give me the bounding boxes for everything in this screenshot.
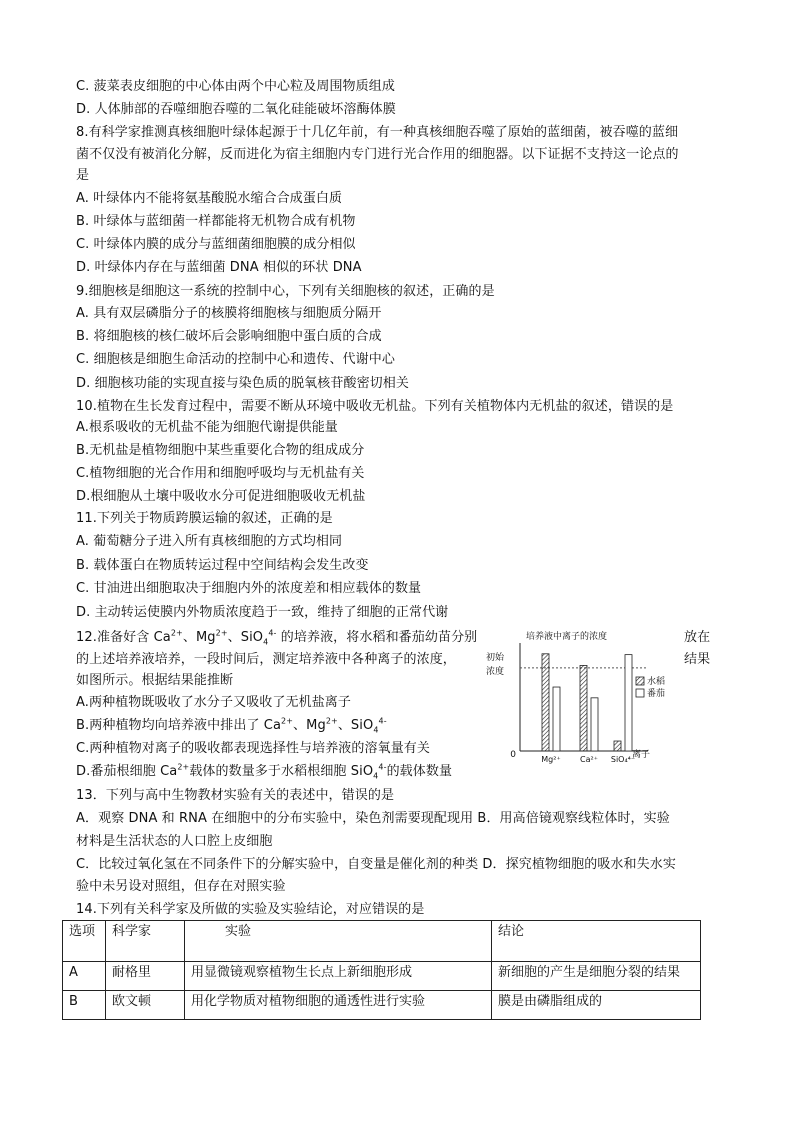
cell-scientist: 耐格里 xyxy=(106,962,185,991)
x-tick-label: Mg²⁺ xyxy=(541,755,561,764)
q13-options-cd-line2: 验中未另设对照组，但存在对照实验 xyxy=(76,879,286,894)
table-row xyxy=(63,962,701,991)
cell-option: B xyxy=(63,991,106,1020)
q13-options-ab-line1: A．观察 DNA 和 RNA 在细胞中的分布实验中，染色剂需要现配现用 B．用高倍镜观察线粒体时，实验 xyxy=(76,811,670,826)
q8-option-d: D. 叶绿体内存在与蓝细菌 DNA 相似的环状 DNA xyxy=(76,260,362,275)
q14-table xyxy=(62,920,701,1020)
bar-rice-0 xyxy=(542,654,549,751)
legend-swatch-tomato xyxy=(636,689,644,697)
q13-options-ab-line2: 材料是生活状态的人口腔上皮细胞 xyxy=(76,834,273,849)
q11-option-c: C. 甘油进出细胞取决于细胞内外的浓度差和相应载体的数量 xyxy=(76,581,422,596)
bar-rice-2 xyxy=(614,741,621,751)
q8-option-b: B. 叶绿体与蓝细菌一样都能将无机物合成有机物 xyxy=(76,214,356,229)
cell-scientist: 欧文顿 xyxy=(106,991,185,1020)
q12-stem-line2-tail: 结果 xyxy=(684,652,711,667)
legend-label-tomato: 番茄 xyxy=(647,689,666,699)
reference-label-line1: 初始 xyxy=(486,653,505,663)
bar-tomato-1 xyxy=(591,698,598,751)
q8-option-a: A. 叶绿体内不能将氨基酸脱水缩合合成蛋白质 xyxy=(76,191,343,206)
cell-conclusion: 膜是由磷脂组成的 xyxy=(492,991,701,1020)
x-tick-label: SiO₄⁴⁻ xyxy=(610,755,636,764)
legend-label-rice: 水稻 xyxy=(647,677,666,687)
origin-label: 0 xyxy=(510,750,516,760)
chart-title: 培养液中离子的浓度 xyxy=(526,632,608,642)
cell-experiment: 用化学物质对植物细胞的通透性进行实验 xyxy=(185,991,492,1020)
q11-option-b: B. 载体蛋白在物质转运过程中空间结构会发生改变 xyxy=(76,558,369,573)
q12-option-c: C.两种植物对离子的吸收都表现选择性与培养液的溶氧量有关 xyxy=(76,741,431,756)
cell-conclusion: 新细胞的产生是细胞分裂的结果 xyxy=(492,962,701,991)
q11-stem: 11.下列关于物质跨膜运输的叙述，正确的是 xyxy=(76,511,333,526)
q11-option-d: D. 主动转运使膜内外物质浓度趋于一致，维持了细胞的正常代谢 xyxy=(76,605,449,620)
q9-stem: 9.细胞核是细胞这一系统的控制中心，下列有关细胞核的叙述，正确的是 xyxy=(76,284,495,299)
legend-swatch-rice xyxy=(636,677,644,685)
q10-option-d: D.根细胞从土壤中吸收水分可促进细胞吸收无机盐 xyxy=(76,489,366,504)
q12-stem-line1-tail: 放在 xyxy=(684,630,711,645)
q8-stem-line3: 是 xyxy=(76,168,90,183)
header-experiment: 实验 xyxy=(185,921,492,962)
q12-stem-line2: 的上述培养液培养，一段时间后，测定培养液中各种离子的浓度， xyxy=(76,652,456,667)
cell-experiment: 用显微镜观察植物生长点上新细胞形成 xyxy=(185,962,492,991)
table-header-row xyxy=(63,921,701,962)
q9-option-b: B. 将细胞核的核仁破坏后会影响细胞中蛋白质的合成 xyxy=(76,329,382,344)
table-row xyxy=(63,991,701,1020)
q9-option-c: C. 细胞核是细胞生命活动的控制中心和遗传、代谢中心 xyxy=(76,352,395,367)
ion-concentration-chart xyxy=(486,627,722,767)
header-conclusion: 结论 xyxy=(492,921,701,962)
x-tick-label: Ca²⁺ xyxy=(580,755,598,764)
header-option: 选项 xyxy=(63,921,106,962)
x-axis-label: 离子 xyxy=(632,750,651,760)
bar-tomato-2 xyxy=(625,655,632,751)
header-scientist: 科学家 xyxy=(106,921,185,962)
q12-option-b: B.两种植物均向培养液中排出了 $Ca^{2+}$、$Mg^{2+}$、SiO$_4^{4-}$ xyxy=(76,716,387,735)
q12-option-a: A.两种植物既吸收了水分子又吸收了无机盐离子 xyxy=(76,695,351,710)
bar-rice-1 xyxy=(580,665,587,751)
q8-option-c: C. 叶绿体内膜的成分与蓝细菌细胞膜的成分相似 xyxy=(76,237,356,252)
q10-option-a: A.根系吸收的无机盐不能为细胞代谢提供能量 xyxy=(76,420,338,435)
cell-option: A xyxy=(63,962,106,991)
q10-stem: 10.植物在生长发育过程中，需要不断从环境中吸收无机盐。下列有关植物体内无机盐的叙述，错误的是 xyxy=(76,399,674,414)
q8-stem-line2: 菌不仅没有被消化分解，反而进化为宿主细胞内专门进行光合作用的细胞器。以下证据不支持这一论点的 xyxy=(76,147,679,162)
q9-option-a: A. 具有双层磷脂分子的核膜将细胞核与细胞质分隔开 xyxy=(76,306,382,321)
q7-option-c: C. 菠菜表皮细胞的中心体由两个中心粒及周围物质组成 xyxy=(76,79,395,94)
q11-option-a: A. 葡萄糖分子进入所有真核细胞的方式均相同 xyxy=(76,534,343,549)
q12-stem-line3: 如图所示。根据结果能推断 xyxy=(76,673,234,688)
q12-stem-line1: 12.准备好含 $Ca^{2+}$、$Mg^{2+}$、SiO$_4^{4-}$ 的培养液，将水稻和番茄幼苗分别 xyxy=(76,628,478,647)
q12-option-d: D.番茄根细胞 $Ca^{2+}$载体的数量多于水稻根细胞 SiO$_4^{4-}$的载体数量 xyxy=(76,762,453,781)
q10-option-c: C.植物细胞的光合作用和细胞呼吸均与无机盐有关 xyxy=(76,466,365,481)
q8-stem-line1: 8.有科学家推测真核细胞叶绿体起源于十几亿年前，有一种真核细胞吞噬了原始的蓝细菌，被吞噬的蓝细 xyxy=(76,125,679,140)
q9-option-d: D. 细胞核功能的实现直接与染色质的脱氧核苷酸密切相关 xyxy=(76,376,409,391)
q13-options-cd-line1: C．比较过氧化氢在不同条件下的分解实验中，自变量是催化剂的种类 D．探究植物细胞的吸水和失水实 xyxy=(76,857,676,872)
q14-stem: 14.下列有关科学家及所做的实验及实验结论，对应错误的是 xyxy=(76,902,425,917)
reference-label-line2: 浓度 xyxy=(486,667,505,677)
q10-option-b: B.无机盐是植物细胞中某些重要化合物的组成成分 xyxy=(76,443,365,458)
bar-tomato-0 xyxy=(553,687,560,751)
q7-option-d: D. 人体肺部的吞噬细胞吞噬的二氧化硅能破坏溶酶体膜 xyxy=(76,102,396,117)
q13-stem: 13．下列与高中生物教材实验有关的表述中，错误的是 xyxy=(76,788,395,803)
